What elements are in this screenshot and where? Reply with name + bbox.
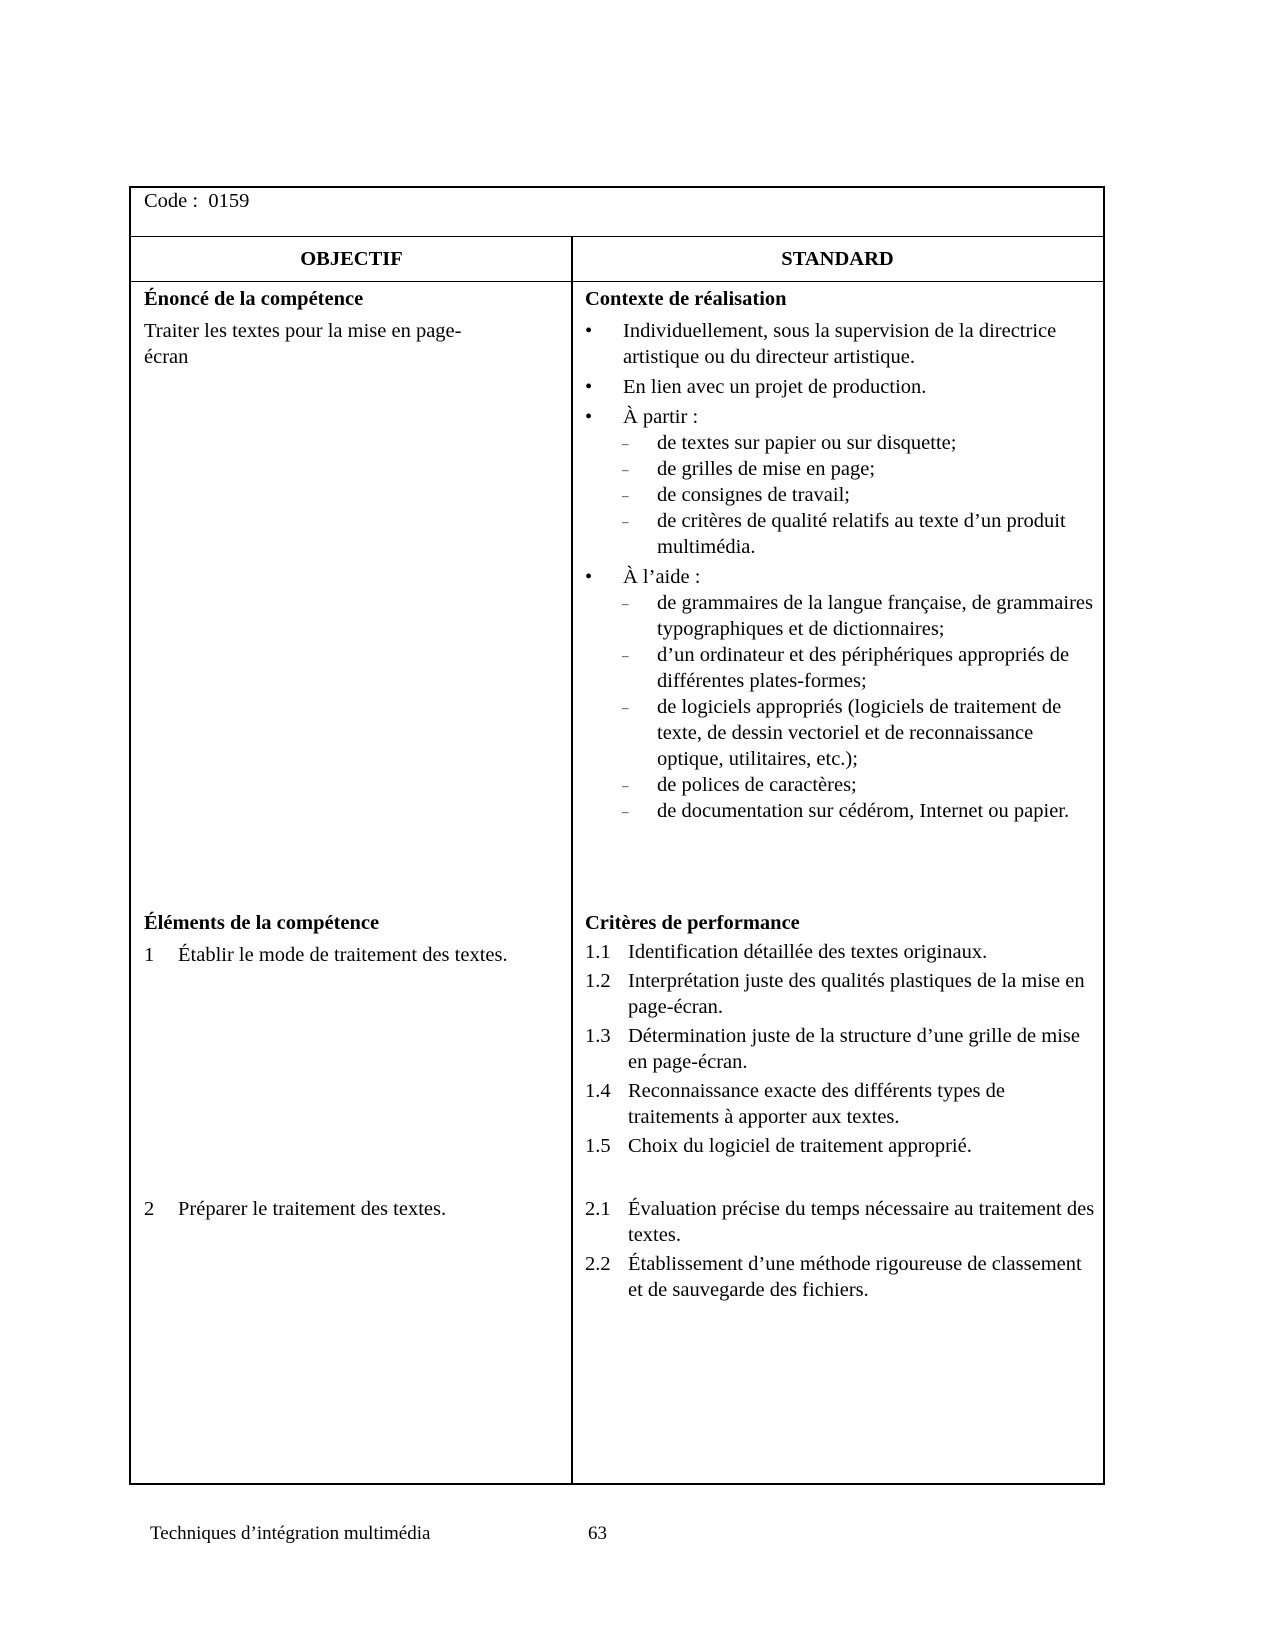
critere-text: Choix du logiciel de traitement approprié. — [628, 1135, 972, 1157]
contexte-item-text: À partir : — [623, 406, 699, 428]
element-number: 2 — [144, 1198, 155, 1220]
contexte-subitem-text: de polices de caractères; — [657, 774, 857, 796]
contexte-subitem — [585, 772, 1095, 798]
contexte-item-text: Individuellement, sous la supervision de la directrice artistique ou du directeur artistique. — [623, 320, 1057, 368]
criteres-group-2 — [585, 1196, 1095, 1303]
contexte-subitem-text: de logiciels appropriés (logiciels de traitement de texte, de dessin vectoriel et de reconnaissance optique, utilitaires, etc.); — [657, 696, 1062, 770]
code-line — [144, 190, 249, 213]
criteres-heading: Critères de performance — [585, 912, 800, 934]
bullet-icon: • — [585, 406, 593, 428]
contexte-item — [585, 404, 1095, 560]
header-row — [131, 237, 1103, 282]
bullet-icon: • — [585, 376, 593, 398]
critere-number: 1.1 — [585, 941, 611, 963]
contexte-subitem — [585, 430, 1095, 456]
dash-icon: – — [622, 804, 629, 819]
critere-text: Établissement d’une méthode rigoureuse de classement et de sauvegarde des fichiers. — [628, 1253, 1082, 1301]
enonce-heading: Énoncé de la compétence — [144, 288, 364, 310]
competency-table — [129, 186, 1105, 1485]
contexte-subitem-text: de consignes de travail; — [657, 484, 850, 506]
critere-number: 1.5 — [585, 1135, 611, 1157]
critere-item — [585, 1023, 1095, 1075]
critere-number: 1.3 — [585, 1025, 611, 1047]
code-row — [131, 188, 1103, 237]
contexte-subitem — [585, 798, 1095, 824]
contexte-subitem — [585, 590, 1095, 642]
element-item — [144, 1196, 564, 1222]
contexte-item-text: À l’aide : — [623, 566, 701, 588]
critere-item — [585, 1133, 1095, 1159]
critere-item — [585, 1078, 1095, 1130]
criteres-section-2 — [585, 1193, 1095, 1303]
dash-icon: – — [622, 462, 629, 477]
bullet-icon: • — [585, 320, 593, 342]
contexte-subitem — [585, 508, 1095, 560]
contexte-subitem-text: de grilles de mise en page; — [657, 458, 876, 480]
dash-icon: – — [622, 488, 629, 503]
contexte-item-text: En lien avec un projet de production. — [623, 376, 927, 398]
contexte-item — [585, 564, 1095, 824]
contexte-subitem-text: de grammaires de la langue française, de grammaires typographiques et de dictionnaires; — [657, 592, 1093, 640]
code-label: Code : — [144, 190, 199, 212]
element-number: 1 — [144, 944, 155, 966]
critere-number: 2.2 — [585, 1253, 611, 1275]
code-value: 0159 — [208, 190, 250, 212]
element-text: Préparer le traitement des textes. — [178, 1198, 447, 1220]
elements-section-2 — [144, 1196, 564, 1222]
contexte-item — [585, 374, 1095, 400]
contexte-section — [585, 286, 1095, 824]
critere-number: 1.4 — [585, 1080, 611, 1102]
bullet-icon: • — [585, 566, 593, 588]
contexte-item — [585, 318, 1095, 370]
contexte-subitem — [585, 456, 1095, 482]
contexte-subitem-text: de textes sur papier ou sur disquette; — [657, 432, 957, 454]
footer-title: Techniques d’intégration multimédia — [150, 1523, 431, 1544]
critere-number: 2.1 — [585, 1198, 611, 1220]
dash-icon: – — [622, 436, 629, 451]
enonce-section — [144, 286, 564, 370]
critere-item — [585, 1251, 1095, 1303]
column-divider — [571, 237, 573, 1483]
header-standard: STANDARD — [781, 247, 894, 270]
contexte-subitem-text: de critères de qualité relatifs au texte d’un produit multimédia. — [657, 510, 1066, 558]
contexte-subitem — [585, 642, 1095, 694]
critere-text: Identification détaillée des textes originaux. — [628, 941, 988, 963]
critere-item — [585, 939, 1095, 965]
contexte-heading: Contexte de réalisation — [585, 288, 787, 310]
contexte-subitem-text: de documentation sur cédérom, Internet ou papier. — [657, 800, 1070, 822]
elements-heading: Éléments de la compétence — [144, 912, 380, 934]
contexte-subitem-text: d’un ordinateur et des périphériques appropriés de différentes plates-formes; — [657, 644, 1070, 692]
dash-icon: – — [622, 648, 629, 663]
critere-text: Détermination juste de la structure d’une grille de mise en page-écran. — [628, 1025, 1080, 1073]
element-item — [144, 942, 564, 968]
element-text: Établir le mode de traitement des textes. — [178, 944, 508, 966]
dash-icon: – — [622, 596, 629, 611]
criteres-group-1 — [585, 939, 1095, 1159]
header-objectif: OBJECTIF — [300, 247, 403, 270]
dash-icon: – — [622, 514, 629, 529]
dash-icon: – — [622, 778, 629, 793]
contexte-subitem — [585, 694, 1095, 772]
dash-icon: – — [622, 700, 629, 715]
critere-item — [585, 1196, 1095, 1248]
critere-text: Évaluation précise du temps nécessaire au traitement des textes. — [628, 1198, 1095, 1246]
critere-number: 1.2 — [585, 970, 611, 992]
page-number: 63 — [588, 1523, 607, 1544]
criteres-section — [585, 910, 1095, 1159]
contexte-subitem — [585, 482, 1095, 508]
contexte-list — [585, 318, 1095, 824]
critere-text: Reconnaissance exacte des différents types de traitements à apporter aux textes. — [628, 1080, 1006, 1128]
critere-item — [585, 968, 1095, 1020]
elements-section — [144, 910, 564, 968]
enonce-text: Traiter les textes pour la mise en page-écran — [144, 320, 462, 368]
critere-text: Interprétation juste des qualités plastiques de la mise en page-écran. — [628, 970, 1085, 1018]
